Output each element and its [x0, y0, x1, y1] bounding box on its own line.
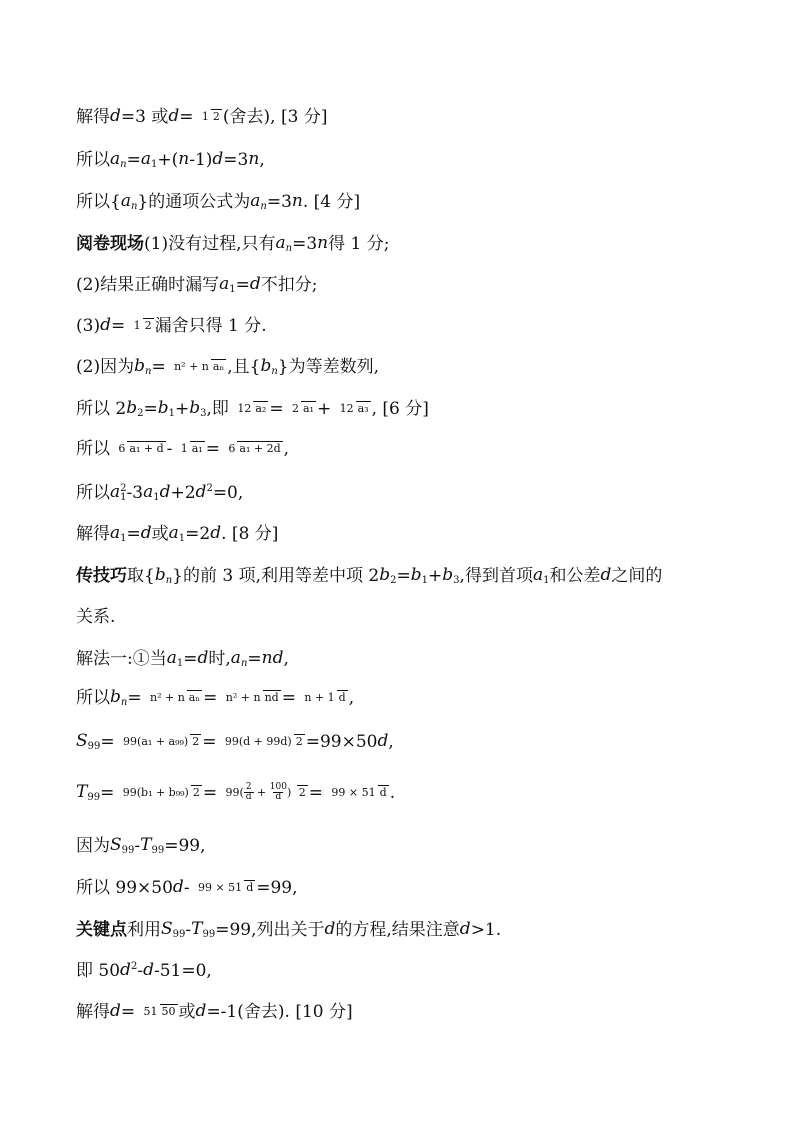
line-grading-3: (3)d= 1 2 漏舍只得 1 分. [76, 315, 267, 336]
heading-grading: 阅卷现场 [76, 233, 144, 254]
fraction-1-a1: 1 a₁ [180, 441, 203, 455]
line-final-solve: 解得d= 51 50 或d=-1(舍去). [10 分] [76, 1001, 353, 1022]
fraction-bn-2: n² + n nd [225, 690, 279, 704]
fraction-12-a3: 12 a₃ [339, 401, 369, 415]
fraction-t99-3: 99 × 51 d [331, 786, 387, 799]
line-fraction-equation: 所以 6 a₁ + d - 1 a₁ = 6 a₁ + 2d , [76, 438, 290, 459]
line-technique: 传技巧取$\{b_n\}$的前 3 项,利用等差中项 $2b_2=b_1+b_3$,得到首项$a_1$和公差d之间的 [76, 560, 662, 590]
line-s99: $S_{99}= 99(a_1 + a_{99}) 2 = 99(d + 99d)$ 2 =99×50d, [76, 731, 394, 752]
fraction-s99-1: 99(a₁ + a₉₉) 2 [123, 734, 200, 748]
line-solve-d: 解得d=3 或d= 1 2 (舍去), [3 分] [76, 106, 328, 127]
line-solve-a1: 解得$a_1=d$或$a_1=2d$. [8 分] [76, 523, 279, 544]
fraction-12-a2: 12 a₂ [237, 401, 267, 415]
line-t99: $T_{99}= 99(b_1 + b_{99}) 2 = 99$( $\frac{2}{d}$ + $\frac{100}{d}$ ) 2 = 99 × 51 d . [76, 782, 396, 803]
fraction-2-a1: 2 a₁ [291, 401, 314, 415]
line-grading-2: (2)结果正确时漏写$a_1=d$不扣分; [76, 274, 318, 295]
heading-technique: 传技巧 [76, 565, 127, 586]
line-an-formula: 所以$a_n=a_1+(n-1)d=3n$, [76, 149, 265, 170]
fraction-bn: n² + n aₙ [174, 359, 225, 373]
line-general-term: 所以$\{a_n\}$的通项公式为$a_n=3n$. [4 分] [76, 191, 361, 212]
fraction-51-50: 51 50 [143, 1004, 176, 1018]
fraction-99x51-d: 99 × 51 d [197, 880, 254, 894]
fraction-6-a1d: 6 a₁ + d [118, 441, 164, 455]
fraction-t99-1: 99(b₁ + b₉₉) 2 [122, 786, 200, 799]
heading-key-point: 关键点 [76, 919, 127, 940]
fraction-half: 1 2 [201, 109, 220, 123]
line-key-point: 关键点利用$S_{99}-T_{99}=99$,列出关于d的方程,结果注意d>1. [76, 914, 501, 944]
line-relation: 关系. [76, 606, 116, 627]
line-middle-term: 所以 $2b_2=b_1+b_3$,即 12 a₂ = 2 a₁ + 12 a₃ , [6 分] [76, 398, 429, 419]
line-grading-1: 阅卷现场(1)没有过程,只有$a_n=3n$得 1 分; [76, 228, 389, 258]
line-quadratic: 所以a 2 1 $-3a_1d+2d^2=0$, [76, 482, 244, 503]
line-50d2: 即 $50d^2-d-51=0$, [76, 960, 212, 981]
fraction-s99-2: 99(d + 99d) 2 [224, 734, 303, 748]
fraction-t99-2: 99( $\frac{2}{d}$ + $\frac{100}{d}$ ) 2 [225, 782, 306, 802]
line-equation-99: 所以 99×50d- 99 × 51 d =99, [76, 877, 298, 898]
line-bn-simplify: 所以$b_n= n^2 + n$ aₙ = n² + n nd = n + 1 d , [76, 687, 355, 708]
line-method-one: 解法一:①当$a_1=d$时$,a_n=nd$, [76, 648, 289, 669]
fraction-half: 1 2 [133, 318, 152, 332]
line-bn-def: (2)因为$b_n= n^2 + n$ aₙ ,且$\{b_n\}$为等差数列, [76, 356, 380, 377]
line-because: 因为$S_{99}-T_{99}=99$, [76, 835, 206, 856]
fraction-bn-1: n² + n aₙ [150, 690, 201, 704]
fraction-bn-3: n + 1 d [304, 690, 346, 704]
fraction-6-a12d: 6 a₁ + 2d [228, 441, 281, 455]
